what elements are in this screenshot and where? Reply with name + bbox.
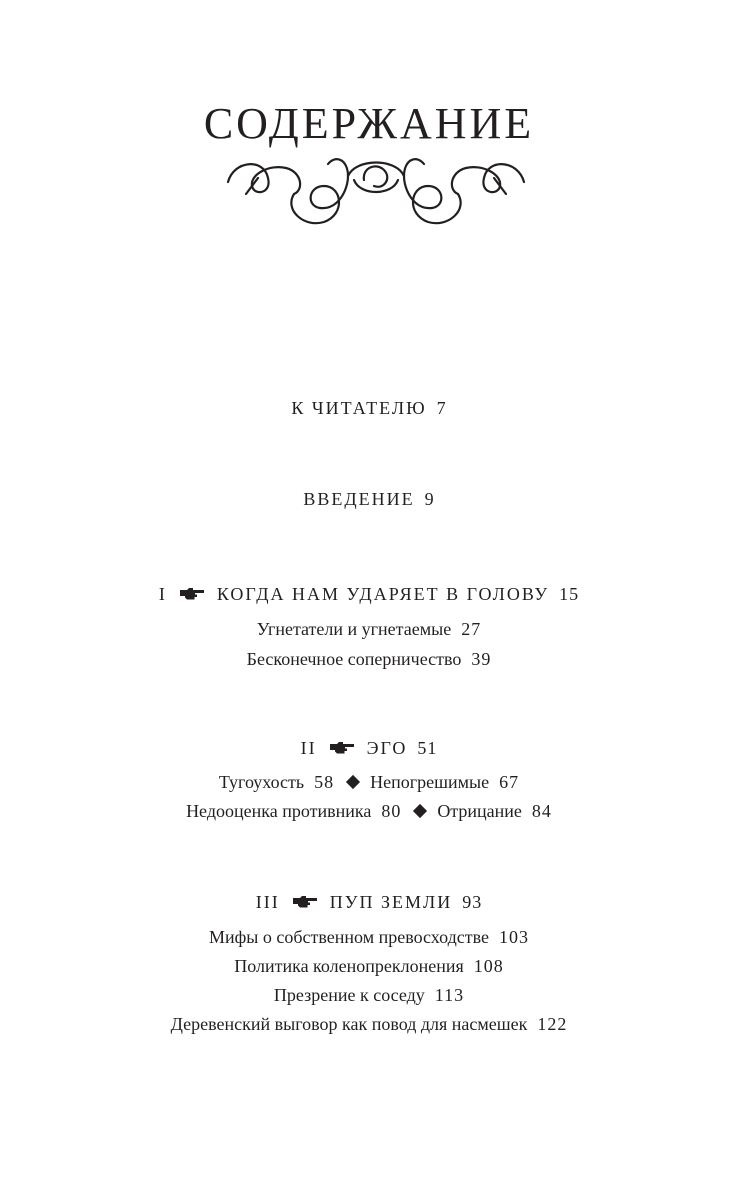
page-number: 9 bbox=[424, 489, 435, 509]
part-heading bbox=[0, 582, 738, 606]
page-number: 58 bbox=[314, 772, 335, 792]
page-number: 27 bbox=[461, 619, 482, 639]
toc-subentry bbox=[0, 983, 738, 1007]
flourish-ornament bbox=[224, 150, 528, 234]
entry-title: Мифы о собственном превосходстве bbox=[209, 927, 489, 947]
toc-subentry bbox=[0, 925, 738, 949]
part-heading bbox=[0, 890, 738, 914]
toc-entry bbox=[0, 487, 738, 511]
entry-title: Бесконечное соперничество bbox=[246, 649, 462, 669]
part-title: ПУП ЗЕМЛИ bbox=[329, 892, 453, 912]
toc-subentry bbox=[0, 617, 738, 641]
diamond-icon bbox=[413, 804, 427, 818]
page-title: СОДЕРЖАНИЕ bbox=[203, 99, 535, 148]
part-numeral: I bbox=[158, 584, 167, 604]
part-title: КОГДА НАМ УДАРЯЕТ В ГОЛОВУ bbox=[216, 584, 550, 604]
page-number: 122 bbox=[537, 1014, 568, 1034]
entry-title: Непогрешимые bbox=[370, 772, 490, 792]
page-number: 80 bbox=[381, 801, 402, 821]
page-number: 84 bbox=[531, 801, 552, 821]
part-numeral: II bbox=[300, 738, 317, 758]
toc-subentry bbox=[0, 1012, 738, 1036]
page-number: 103 bbox=[498, 927, 529, 947]
pointing-hand-icon bbox=[292, 895, 318, 909]
entry-title: Политика коленопреклонения bbox=[234, 956, 464, 976]
pointing-hand-icon bbox=[179, 587, 205, 601]
part-title: ЭГО bbox=[366, 738, 408, 758]
toc-subentry bbox=[0, 647, 738, 671]
toc-subentry-row bbox=[0, 799, 738, 823]
entry-title: К ЧИТАТЕЛЮ bbox=[291, 398, 427, 418]
toc-entry bbox=[0, 396, 738, 420]
part-heading bbox=[0, 736, 738, 760]
page-number: 67 bbox=[499, 772, 520, 792]
entry-title: Отрицание bbox=[437, 801, 522, 821]
toc-subentry bbox=[0, 954, 738, 978]
page-number: 93 bbox=[462, 892, 483, 912]
page-number: 15 bbox=[559, 584, 580, 604]
diamond-icon bbox=[346, 775, 360, 789]
entry-title: Деревенский выговор как повод для насмешек bbox=[170, 1014, 528, 1034]
entry-title: Угнетатели и угнетаемые bbox=[256, 619, 452, 639]
entry-title: Презрение к соседу bbox=[273, 985, 425, 1005]
page-number: 39 bbox=[471, 649, 492, 669]
entry-title: ВВЕДЕНИЕ bbox=[303, 489, 415, 509]
toc-subentry-row bbox=[0, 770, 738, 794]
page-number: 113 bbox=[434, 985, 465, 1005]
page-number: 7 bbox=[436, 398, 447, 418]
entry-title: Тугоухость bbox=[218, 772, 305, 792]
page-number: 108 bbox=[473, 956, 504, 976]
page-number: 51 bbox=[417, 738, 438, 758]
entry-title: Недооценка противника bbox=[186, 801, 372, 821]
pointing-hand-icon bbox=[329, 741, 355, 755]
part-numeral: III bbox=[255, 892, 280, 912]
